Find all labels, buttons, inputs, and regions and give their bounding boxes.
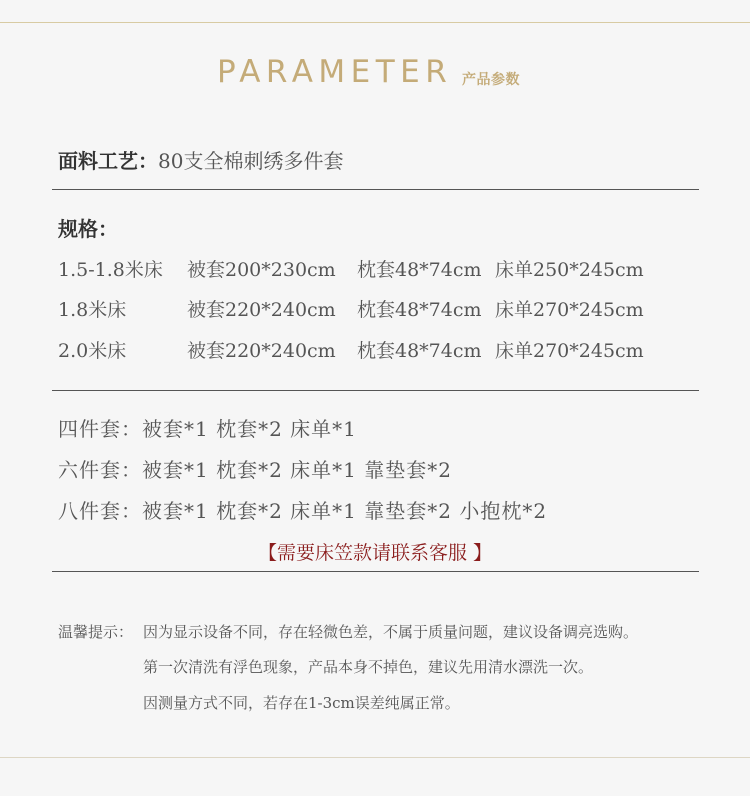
set-line: 八件套：被套*1 枕套*2 床单*1 靠垫套*2 小抱枕*2 [58,499,548,523]
fabric-line [58,145,343,174]
tip-line: 因为显示设备不同，存在轻微色差，不属于质量问题，建议设备调亮选购。 [143,623,639,641]
spec-sheet: 床单270*245cm [495,299,644,321]
spec-duvet: 被套200*230cm [187,259,336,281]
spec-duvet: 被套220*240cm [187,340,336,362]
tip-label: 温馨提示： [58,623,134,641]
spec-sheet: 床单250*245cm [495,259,644,281]
divider [52,390,699,391]
spec-pillow: 枕套48*74cm [357,340,482,362]
spec-size: 1.8米床 [58,299,127,321]
spec-size: 2.0米床 [58,340,127,362]
top-rule [0,22,750,23]
spec-label: 规格： [58,217,118,241]
set-line: 六件套：被套*1 枕套*2 床单*1 靠垫套*2 [58,458,452,482]
spec-sheet: 床单270*245cm [495,340,644,362]
spec-size: 1.5-1.8米床 [58,259,163,281]
section-subtitle: 产品参数 [462,72,520,88]
contact-notice: 【需要床笠款请联系客服 】 [257,542,493,564]
fabric-label: 面料工艺： [58,149,158,173]
spec-pillow: 枕套48*74cm [357,259,482,281]
tip-line: 第一次清洗有浮色现象，产品本身不掉色，建议先用清水漂洗一次。 [143,658,594,676]
spec-pillow: 枕套48*74cm [357,299,482,321]
section-title: PARAMETER [217,54,453,90]
tip-line: 因测量方式不同，若存在1-3cm误差纯属正常。 [143,694,460,712]
bottom-rule [0,757,750,758]
divider [52,571,699,572]
set-line: 四件套：被套*1 枕套*2 床单*1 [58,417,357,441]
divider [52,189,699,190]
fabric-value: 80支全棉刺绣多件套 [158,149,344,173]
spec-duvet: 被套220*240cm [187,299,336,321]
